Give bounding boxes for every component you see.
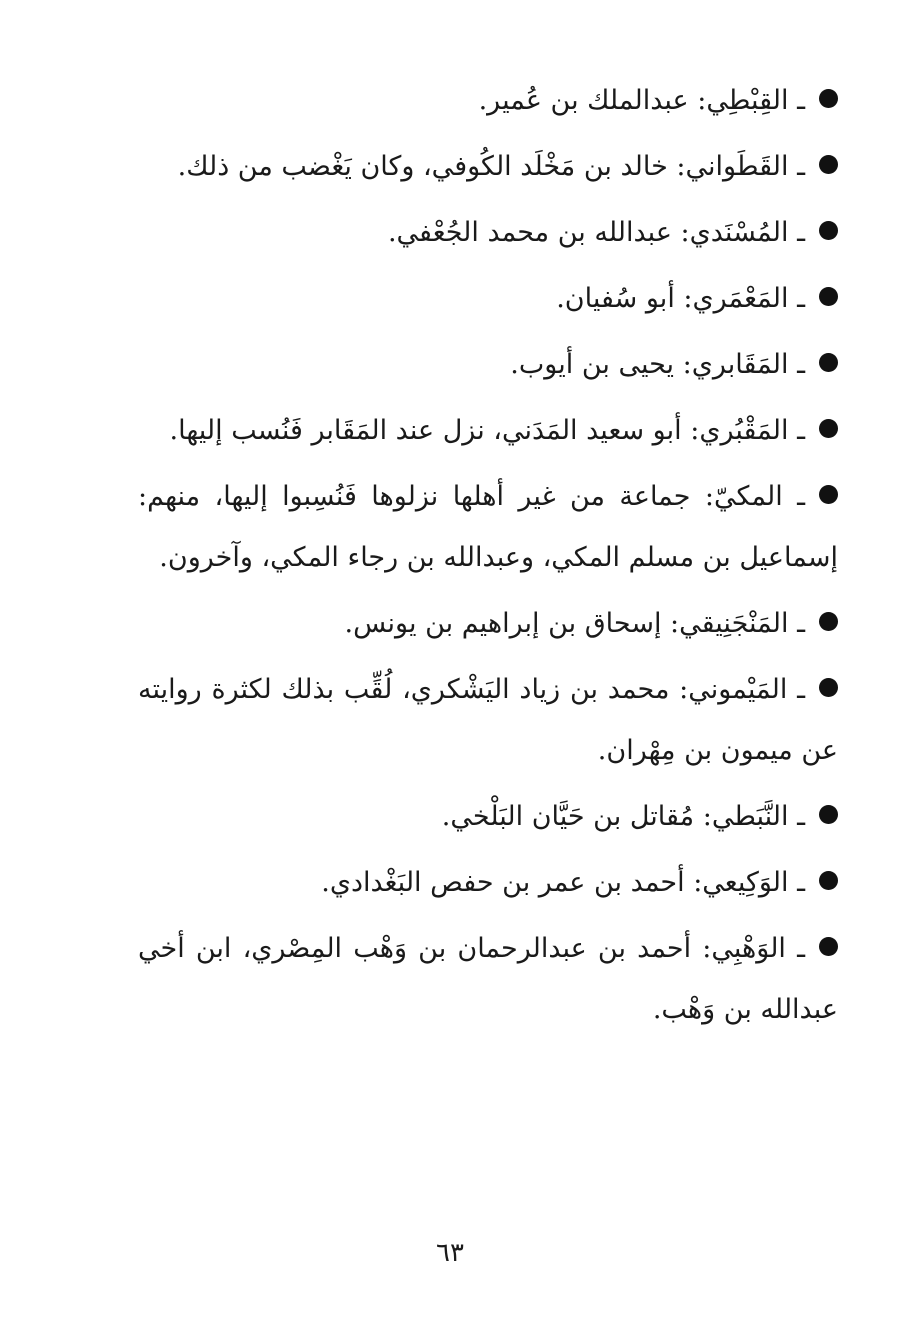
bullet-icon (819, 89, 838, 108)
bullet-icon (819, 221, 838, 240)
entry-text: ـ المَقْبُري: أبو سعيد المَدَني، نزل عند المَقَابر فَنُسب إليها. (169, 415, 805, 446)
list-item (138, 136, 838, 197)
entry-text: ـ القِبْطِي: عبدالملك بن عُمير. (478, 85, 805, 116)
entry-text: ـ المَيْموني: محمد بن زياد اليَشْكري، لُقِّب بذلك لكثرة روايته عن ميمون بن مِهْران. (138, 674, 838, 766)
entry-text: ـ الوَكِيعي: أحمد بن عمر بن حفص البَغْدادي. (321, 867, 805, 898)
bullet-icon (819, 287, 838, 306)
list-item (138, 466, 838, 588)
bullet-icon (819, 871, 838, 890)
bullet-icon (819, 485, 838, 504)
bullet-icon (819, 353, 838, 372)
entry-text: ـ الوَهْبِي: أحمد بن عبدالرحمان بن وَهْب المِصْري، ابن أخي عبدالله بن وَهْب. (138, 933, 838, 1025)
list-item (138, 268, 838, 329)
entry-text: ـ المَنْجَنِيقي: إسحاق بن إبراهيم بن يونس. (344, 608, 805, 639)
page-body (138, 70, 838, 1045)
bullet-icon (819, 612, 838, 631)
bullet-icon (819, 678, 838, 697)
bullet-icon (819, 155, 838, 174)
page-number: ٦٣ (436, 1238, 464, 1268)
list-item (138, 593, 838, 654)
list-item (138, 400, 838, 461)
entry-text: ـ النَّبَطي: مُقاتل بن حَيَّان البَلْخي. (441, 801, 805, 832)
list-item (138, 70, 838, 131)
entry-text: ـ المكيّ: جماعة من غير أهلها نزلوها فَنُسِبوا إليها، منهم: إسماعيل بن مسلم المكي، وعبدالله بن رجاء المكي، وآخرون. (138, 481, 838, 573)
entry-text: ـ المُسْنَدي: عبدالله بن محمد الجُعْفي. (387, 217, 805, 248)
list-item (138, 659, 838, 781)
list-item (138, 918, 838, 1040)
bullet-icon (819, 937, 838, 956)
list-item (138, 786, 838, 847)
bullet-icon (819, 419, 838, 438)
entry-text: ـ المَقَابري: يحيى بن أيوب. (510, 349, 805, 380)
list-item (138, 852, 838, 913)
bullet-icon (819, 805, 838, 824)
entry-text: ـ القَطَواني: خالد بن مَخْلَد الكُوفي، وكان يَغْضب من ذلك. (177, 151, 805, 182)
list-item (138, 202, 838, 263)
list-item (138, 334, 838, 395)
entry-text: ـ المَعْمَري: أبو سُفيان. (556, 283, 805, 314)
